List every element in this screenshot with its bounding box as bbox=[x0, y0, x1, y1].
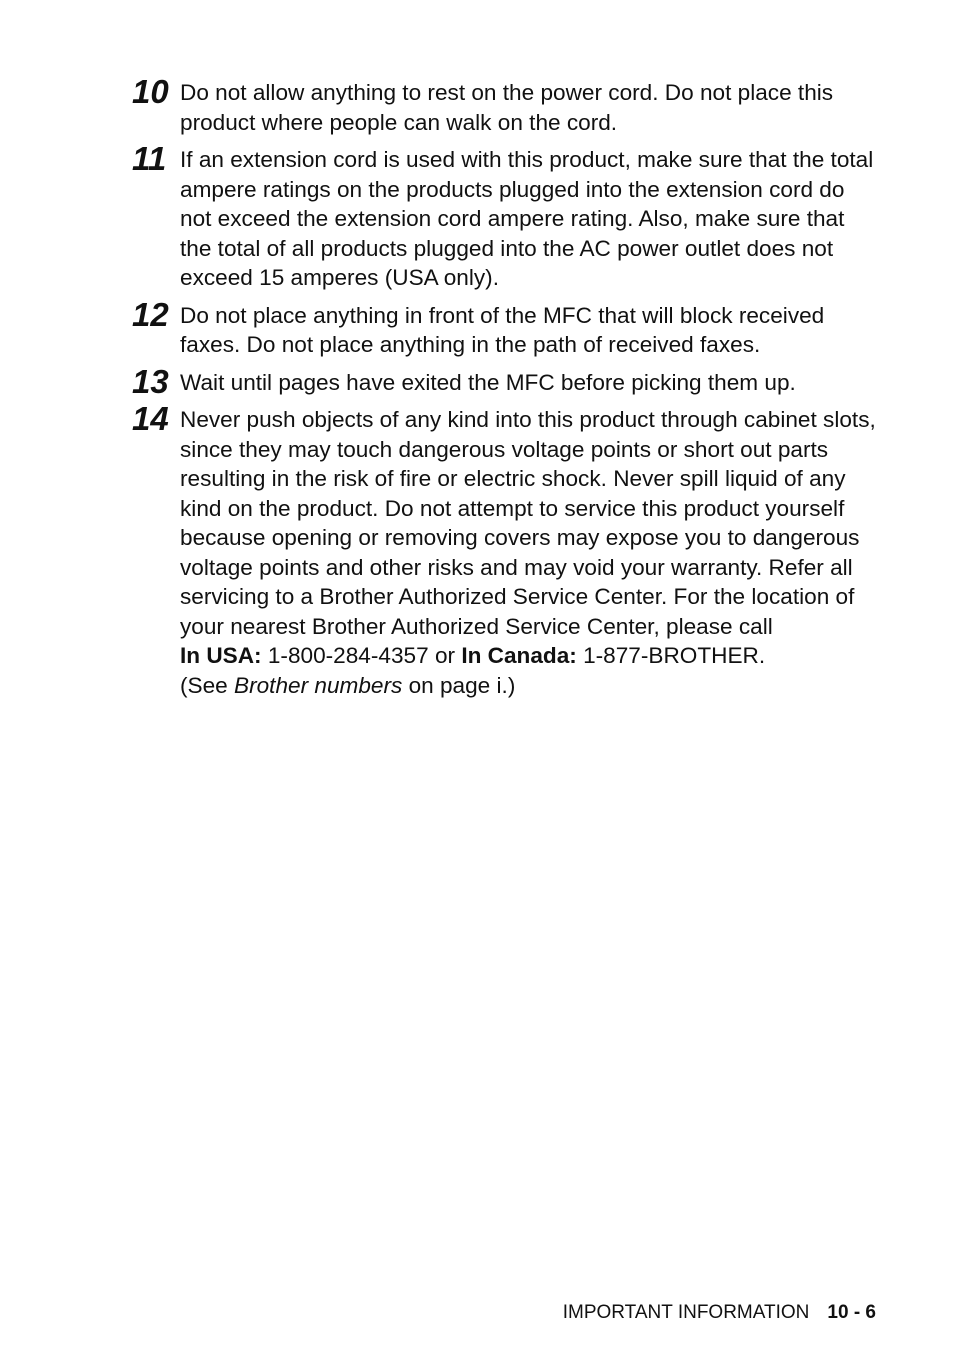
item-text: Wait until pages have exited the MFC before picking them up. bbox=[180, 369, 796, 395]
reference-prefix: (See bbox=[180, 672, 235, 698]
list-item bbox=[132, 140, 877, 293]
canada-phone-number: 1-877-BROTHER. bbox=[576, 643, 766, 668]
usa-phone-number: 1-800-284-4357 or bbox=[261, 643, 462, 668]
usa-label: In USA: bbox=[180, 643, 262, 668]
list-item bbox=[132, 295, 877, 360]
item-number: 13 bbox=[132, 362, 169, 400]
list-item bbox=[132, 362, 877, 400]
item-text: If an extension cord is used with this product, make sure that the total ampere ratings on the products plugged into the extension cord do not exceed the extension cord ampere rating. Also, make sure that the total of all products plugged into the AC power outlet does not exceed 15 amperes (USA only). bbox=[180, 147, 874, 290]
item-text: Do not allow anything to rest on the power cord. Do not place this product where people can walk on the cord. bbox=[180, 80, 834, 135]
item-number: 10 bbox=[132, 73, 169, 110]
reference-line bbox=[180, 671, 877, 701]
reference-suffix: on page i.) bbox=[402, 672, 516, 698]
page-footer bbox=[563, 1301, 876, 1325]
item-text: Do not place anything in front of the MFC that will block received faxes. Do not place anything in the path of received faxes. bbox=[180, 302, 825, 357]
reference-title: Brother numbers bbox=[234, 672, 403, 698]
item-number: 14 bbox=[132, 400, 169, 437]
canada-label: In Canada: bbox=[461, 643, 577, 668]
safety-instructions-list bbox=[132, 73, 877, 708]
list-item bbox=[132, 73, 877, 137]
footer-section-title: IMPORTANT INFORMATION bbox=[562, 1302, 810, 1323]
item-number: 12 bbox=[132, 295, 169, 333]
item-text: Never push objects of any kind into this product through cabinet slots, since they may touch dangerous voltage points or short out parts resulting in the risk of fire or electric shock. Never spill liquid of any kind on the product. Do not attempt to service this product yourself because opening or removing covers may expose you to dangerous voltage points and other risks and may void your warranty. Refer all servicing to a Brother Authorized Service Center. For the location of your nearest Brother Authorized Service Center, please call bbox=[180, 407, 876, 639]
item-number: 11 bbox=[132, 140, 167, 177]
page-number: 10 - 6 bbox=[827, 1302, 876, 1323]
item-text-block bbox=[180, 405, 877, 700]
phone-numbers-line bbox=[180, 641, 877, 671]
list-item bbox=[132, 400, 877, 700]
